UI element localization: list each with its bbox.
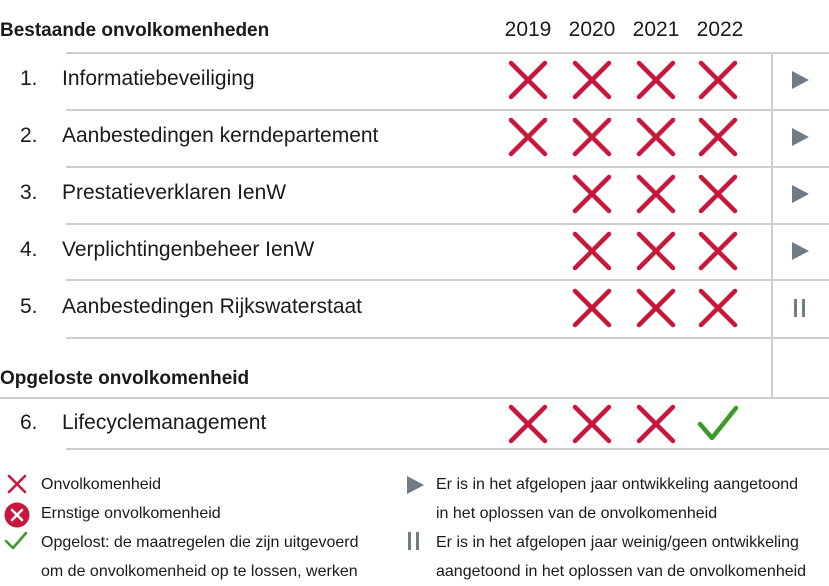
section-title-existing: Bestaande onvolkomenheden	[0, 20, 270, 41]
row-label: Verplichtingenbeheer IenW	[62, 238, 315, 261]
divider	[66, 52, 829, 54]
play-icon	[790, 184, 810, 204]
row-number: 5.	[20, 295, 38, 318]
cross-icon	[636, 174, 676, 214]
divider	[66, 448, 829, 450]
cross-icon	[698, 117, 738, 157]
divider	[66, 166, 829, 168]
play-icon	[405, 475, 425, 495]
play-icon	[790, 127, 810, 147]
cross-icon	[572, 404, 612, 444]
cross-icon	[636, 117, 676, 157]
play-icon	[790, 241, 810, 261]
row-label: Prestatieverklaren IenW	[62, 181, 287, 204]
divider	[66, 109, 829, 111]
cross-icon	[508, 117, 548, 157]
cross-circle-icon	[4, 502, 30, 528]
cross-icon	[636, 404, 676, 444]
row-number: 1.	[20, 67, 38, 90]
divider	[66, 279, 829, 281]
year-header-2019: 2019	[504, 18, 552, 41]
legend-label-ernstig: Ernstige onvolkomenheid	[41, 505, 221, 522]
section-title-resolved: Opgeloste onvolkomenheid	[0, 368, 250, 389]
cross-icon	[508, 60, 548, 100]
cross-icon	[636, 60, 676, 100]
legend-label-geen-ontwikkeling-1: Er is in het afgelopen jaar weinig/geen ontwikkeling	[436, 534, 799, 551]
row-number: 2.	[20, 124, 38, 147]
row-number: 4.	[20, 238, 38, 261]
pause-icon	[792, 298, 808, 318]
check-icon	[696, 404, 740, 444]
legend-label-ontwikkeling-1: Er is in het afgelopen jaar ontwikkeling aangetoond	[436, 476, 799, 493]
cross-icon	[636, 231, 676, 271]
cross-icon	[572, 117, 612, 157]
trend-column-divider	[771, 53, 773, 398]
row-label: Lifecyclemanagement	[62, 411, 267, 434]
cross-icon	[572, 288, 612, 328]
cross-icon	[698, 231, 738, 271]
cross-icon	[7, 474, 27, 494]
row-label: Informatiebeveiliging	[62, 67, 255, 90]
row-number: 6.	[20, 411, 38, 434]
legend-label-opgelost-2: om de onvolkomenheid op te lossen, werken	[41, 563, 358, 580]
legend-label-ontwikkeling-2: in het oplossen van de onvolkomenheid	[436, 505, 718, 522]
divider	[66, 223, 829, 225]
cross-icon	[508, 404, 548, 444]
legend-label-geen-ontwikkeling-2: aangetoond in het oplossen van de onvolkomenheid	[436, 563, 807, 580]
row-number: 3.	[20, 181, 38, 204]
year-header-2021: 2021	[632, 18, 680, 41]
cross-icon	[572, 60, 612, 100]
check-icon	[4, 531, 28, 551]
cross-icon	[572, 231, 612, 271]
cross-icon	[698, 60, 738, 100]
year-header-2020: 2020	[568, 18, 616, 41]
year-header-2022: 2022	[696, 18, 744, 41]
divider	[0, 397, 829, 399]
cross-icon	[698, 288, 738, 328]
divider	[66, 337, 829, 339]
legend-label-onvolkomenheid: Onvolkomenheid	[41, 476, 162, 493]
cross-icon	[572, 174, 612, 214]
row-label: Aanbestedingen kerndepartement	[62, 124, 379, 147]
cross-icon	[636, 288, 676, 328]
cross-icon	[698, 174, 738, 214]
pause-icon	[406, 531, 422, 551]
legend-label-opgelost-1: Opgelost: de maatregelen die zijn uitgevoerd	[41, 534, 359, 551]
row-label: Aanbestedingen Rijkswaterstaat	[62, 295, 363, 318]
play-icon	[790, 70, 810, 90]
